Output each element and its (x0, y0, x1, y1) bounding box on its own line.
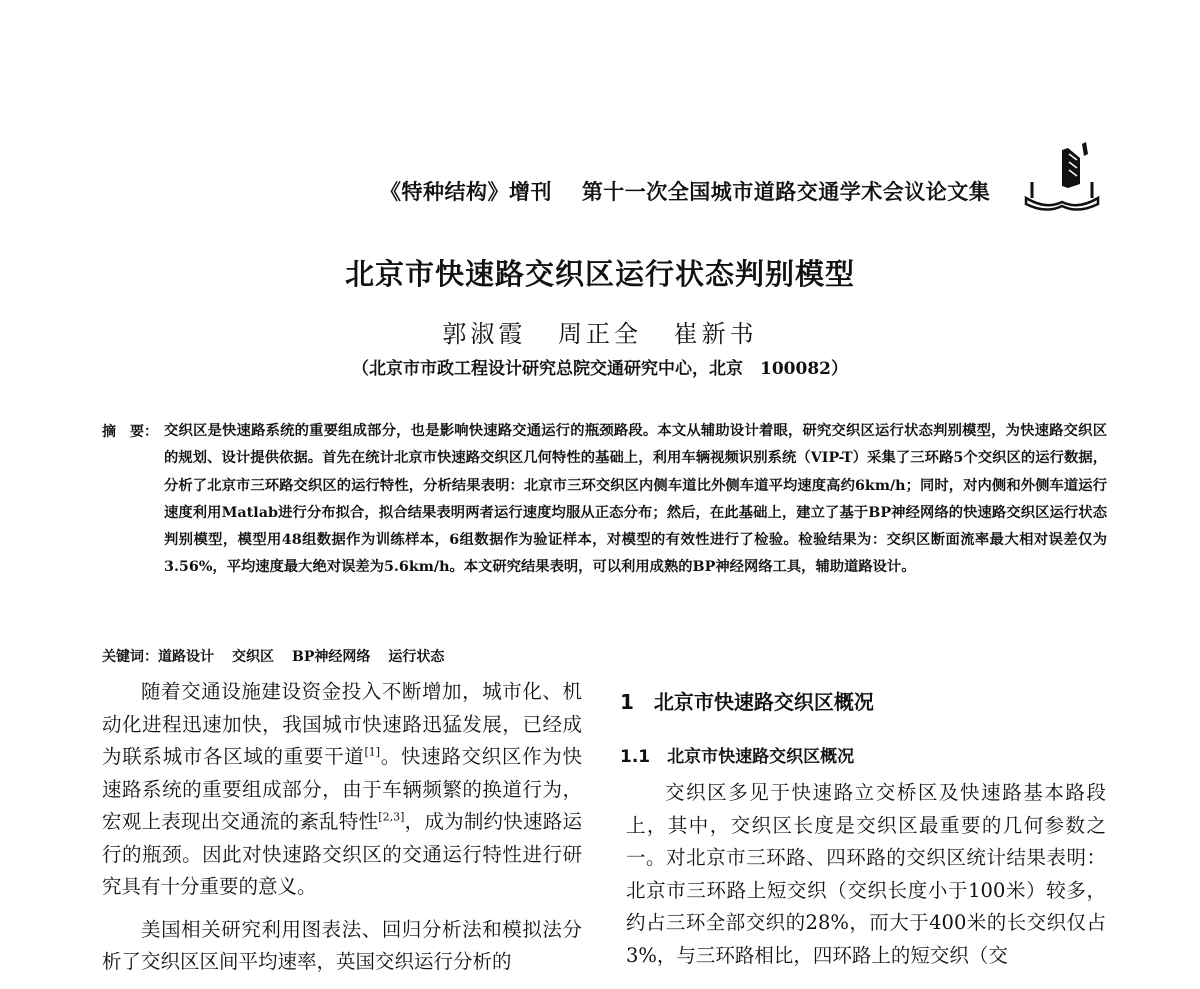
book-logo-icon (1022, 140, 1102, 212)
body-paragraph (102, 676, 582, 904)
text-segment: ，成为制约快速路运行的瓶颈。因此对快速路交织区的交通运行特性进行研究具有十分重要的意义。 (102, 810, 582, 898)
text-segment: 随着交通设施建设资金投入不断增加，城市化、机动化进程迅速加快，我国城市快速路迅猛发展，已经成为联系城市各区域的重要干道 (102, 680, 582, 768)
body-paragraph: 美国相关研究利用图表法、回归分析法和模拟法分析了交织区区间平均速率，英国交织运行分析的 (102, 917, 582, 973)
author-list (0, 314, 1200, 349)
paper-title: 北京市快速路交织区运行状态判别模型 (344, 257, 855, 291)
citation: [2,3] (378, 810, 405, 824)
conference-name: 第十一次全国城市道路交通学术会议论文集 (581, 180, 991, 204)
keyword: 道路设计 (158, 649, 214, 665)
abstract-text: 交织区是快速路系统的重要组成部分，也是影响快速路交通运行的瓶颈路段。本文从辅助设计着眼，研究交织区运行状态判别模型，为快速路交织区的规划、设计提供依据。首先在统计北京市快速路交织区几何特性的基础上，利用车辆视频识别系统（VIP-T）采集了三环路5个交织区的运行数据，分析了北京市三环路交织区的运行特性，分析结果表明：北京市三环交织区内侧车道比外侧车道平均速度高约6km/h；同时，对内侧和外侧车道运行速度利用Matlab进行分布拟合，拟合结果表明两者运行速度均服从正态分布；然后，在此基础上，建立了基于BP神经网络的快速路交织区运行状态判别模型，模型用48组数据作为训练样本，6组数据作为验证样本，对模型的有效性进行了检验。检验结果为：交织区断面流率最大相对误差仅为3.56%，平均速度最大绝对误差为5.6km/h。本文研究结果表明，可以利用成熟的BP神经网络工具，辅助道路设计。 (164, 423, 1107, 576)
abstract-label: 摘 要： (102, 424, 158, 440)
subsection-heading: 1.1 北京市快速路交织区概况 (620, 746, 855, 767)
journal-name: 《特种结构》增刊 (380, 180, 552, 204)
section-heading: 1 北京市快速路交织区概况 (620, 690, 874, 714)
author-name: 周正全 (558, 320, 642, 348)
keyword: 运行状态 (388, 649, 445, 665)
text-segment: 。快速路交织区作为快速路系统的重要组成部分，由于车辆频繁的换道行为，宏观上表现出交通流的紊乱特性 (102, 745, 582, 833)
keyword: 交织区 (232, 649, 274, 665)
running-header (380, 176, 1020, 210)
keyword: BP神经网络 (292, 649, 371, 665)
left-column (102, 676, 582, 989)
affiliation: （北京市市政工程设计研究总院交通研究中心，北京 100082） (352, 359, 848, 379)
author-name: 崔新书 (673, 320, 758, 348)
right-column (620, 686, 1106, 972)
keywords-label: 关键词： (102, 649, 158, 665)
citation: [1] (364, 745, 381, 759)
body-paragraph: 交织区多见于快速路立交桥区及快速路基本路段上，其中，交织区长度是交织区最重要的几何参数之一。对北京市三环路、四环路的交织区统计结果表明：北京市三环路上短交织（交织长度小于100米）较多，约占三环全部交织的28%，而大于400米的长交织仅占3%，与三环路相比，四环路上的短交织（交 (626, 781, 1106, 967)
keywords-line (102, 646, 902, 666)
author-name: 郭淑霞 (442, 320, 527, 348)
